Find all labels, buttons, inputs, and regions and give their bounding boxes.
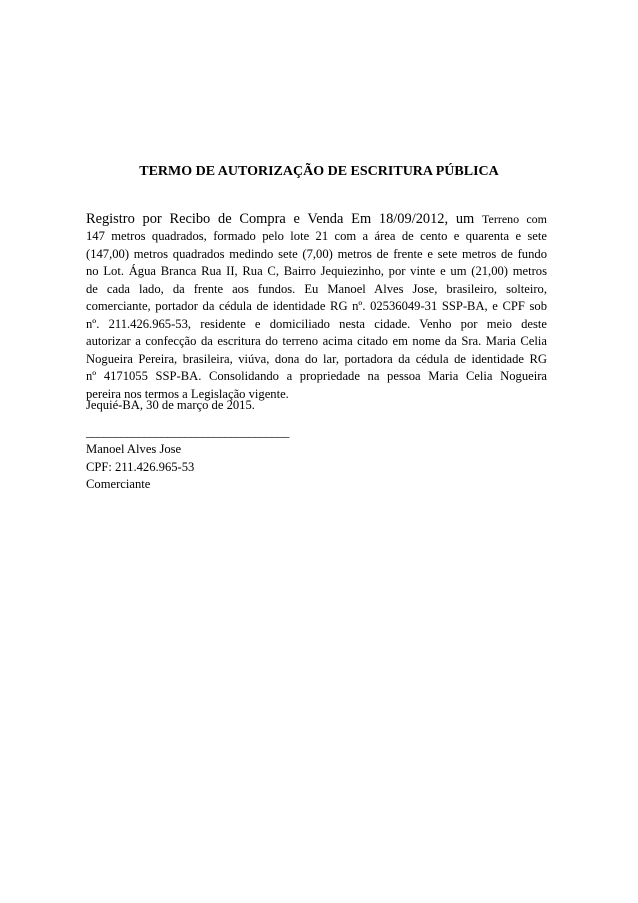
- signer-occupation: Comerciante: [86, 477, 151, 491]
- body-line-4: no Lot. Água Branca Rua II, Rua C, Bairro Jequiezinho, por vinte e um (21,00) metros: [86, 264, 547, 278]
- signature-line: ___________________________________: [86, 425, 289, 439]
- document-title: TERMO DE AUTORIZAÇÃO DE ESCRITURA PÚBLICA: [139, 164, 499, 179]
- body-line-10: nº 4171055 SSP-BA. Consolidando a propriedade na pessoa Maria Celia Nogueira: [86, 369, 547, 383]
- body-line-1-tail: Terreno com: [482, 212, 548, 226]
- signer-cpf: CPF: 211.426.965-53: [86, 459, 195, 474]
- signature-block: [86, 441, 194, 494]
- signer-name: Manoel Alves Jose: [86, 442, 182, 456]
- body-paragraph: [86, 210, 547, 403]
- body-line-1-main: Registro por Recibo de Compra e Venda Em 18/09/2012, um: [86, 211, 475, 227]
- body-line-8: autorizar a confecção da escritura do terreno acima citado em nome da Sra. Maria Celia: [86, 334, 547, 348]
- body-line-9: Nogueira Pereira, brasileira, viúva, dona do lar, portadora da cédula de identidade RG: [86, 351, 547, 366]
- date-line: Jequié-BA, 30 de março de 2015.: [86, 398, 255, 412]
- body-line-11: pereira nos termos a Legislação vigente.: [86, 386, 289, 401]
- body-line-7: nº. 211.426.965-53, residente e domiciliado nesta cidade. Venho por meio deste: [86, 316, 547, 331]
- body-line-3: (147,00) metros quadrados medindo sete (7,00) metros de frente e sete metros de fundo: [86, 246, 547, 261]
- body-line-5: de cada lado, da frente aos fundos. Eu Manoel Alves Jose, brasileiro, solteiro,: [86, 281, 547, 296]
- body-line-6: comerciante, portador da cédula de identidade RG nº. 02536049-31 SSP-BA, e CPF sob: [86, 299, 547, 313]
- body-line-1: [86, 210, 547, 228]
- body-line-2: 147 metros quadrados, formado pelo lote 21 com a área de cento e quarenta e sete: [86, 229, 547, 243]
